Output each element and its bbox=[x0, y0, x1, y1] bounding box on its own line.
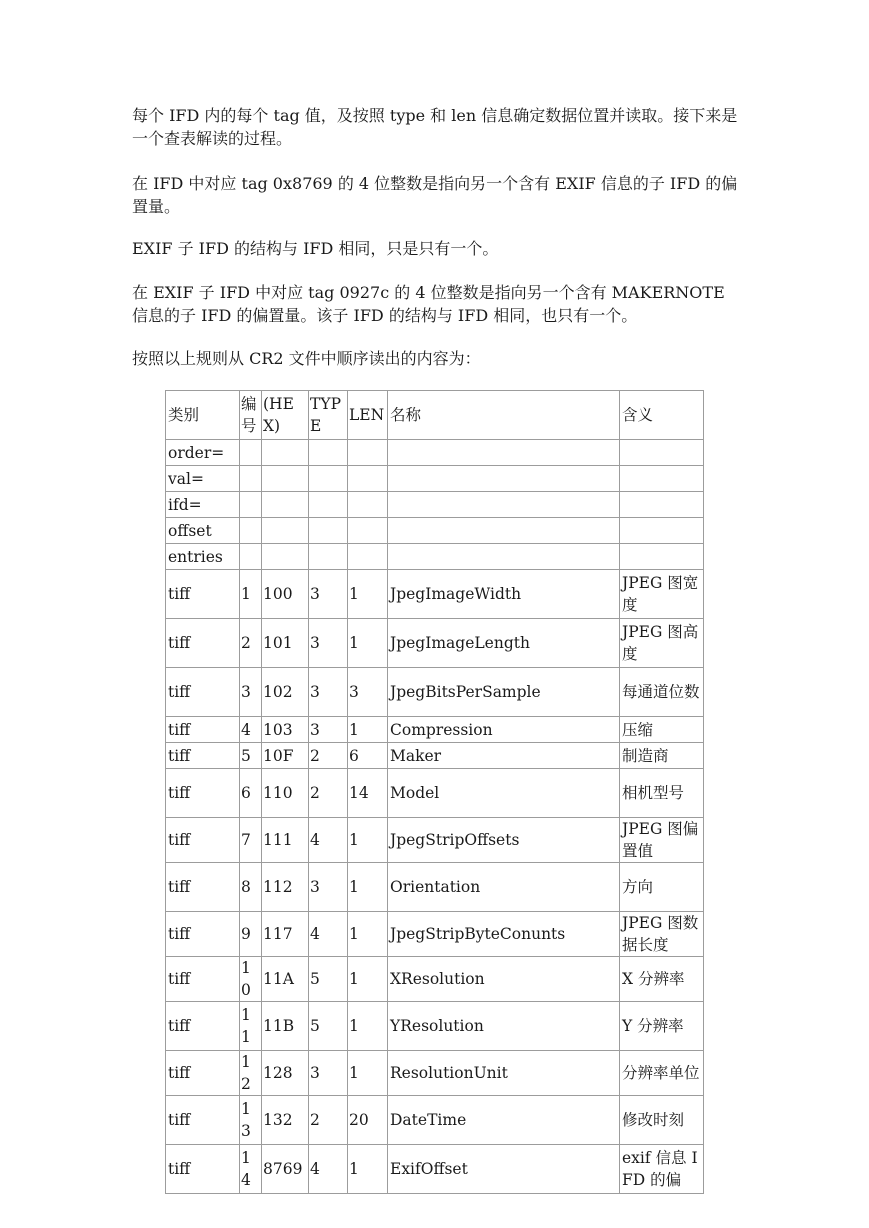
table-cell: 2 bbox=[309, 743, 348, 769]
table-cell bbox=[388, 544, 620, 570]
table-cell: JPEG 图宽度 bbox=[620, 570, 704, 619]
table-cell: 4 bbox=[309, 818, 348, 863]
table-cell: 6 bbox=[348, 743, 388, 769]
table-row bbox=[166, 619, 704, 668]
table-cell: 5 bbox=[240, 743, 262, 769]
header-cell-meaning: 含义 bbox=[620, 391, 704, 440]
table-cell: JpegStripByteConunts bbox=[388, 912, 620, 957]
table-cell: 1 bbox=[348, 863, 388, 912]
table-cell: 修改时刻 bbox=[620, 1096, 704, 1145]
table-cell: tiff bbox=[166, 1002, 240, 1051]
table-cell bbox=[262, 544, 309, 570]
table-cell: 12 bbox=[240, 1051, 262, 1096]
paragraph-ifd-tags: 每个 IFD 内的每个 tag 值，及按照 type 和 len 信息确定数据位置并读取。接下来是一个查表解读的过程。 bbox=[132, 106, 738, 148]
table-cell: 制造商 bbox=[620, 743, 704, 769]
table-row bbox=[166, 818, 704, 863]
table-cell: 方向 bbox=[620, 863, 704, 912]
table-cell: tiff bbox=[166, 863, 240, 912]
table-row bbox=[166, 1051, 704, 1096]
table-cell: 1 bbox=[348, 1051, 388, 1096]
table-cell bbox=[240, 440, 262, 466]
table-cell: JPEG 图高度 bbox=[620, 619, 704, 668]
paragraph-makernote: 在 EXIF 子 IFD 中对应 tag 0927c 的 4 位整数是指向另一个含有 MAKERNOTE 信息的子 IFD 的偏置量。该子 IFD 的结构与 IFD 相同，也只有一个。 bbox=[132, 283, 725, 325]
table-cell: ResolutionUnit bbox=[388, 1051, 620, 1096]
table-cell: order= bbox=[166, 440, 240, 466]
table-cell: 3 bbox=[309, 717, 348, 743]
table-cell bbox=[388, 518, 620, 544]
table-row bbox=[166, 1096, 704, 1145]
table-cell bbox=[262, 440, 309, 466]
header-cell-len: LEN bbox=[348, 391, 388, 440]
table-cell: Orientation bbox=[388, 863, 620, 912]
table-row bbox=[166, 518, 704, 544]
table-cell bbox=[240, 492, 262, 518]
table-cell bbox=[348, 466, 388, 492]
table-cell: 3 bbox=[240, 668, 262, 717]
table-cell: JpegBitsPerSample bbox=[388, 668, 620, 717]
table-cell: Model bbox=[388, 769, 620, 818]
table-cell bbox=[309, 518, 348, 544]
table-cell: 13 bbox=[240, 1096, 262, 1145]
table-cell: JpegImageLength bbox=[388, 619, 620, 668]
table-cell: Maker bbox=[388, 743, 620, 769]
cr2-tag-table bbox=[165, 390, 704, 1194]
paragraph-exif-offset: 在 IFD 中对应 tag 0x8769 的 4 位整数是指向另一个含有 EXIF 信息的子 IFD 的偏置量。 bbox=[132, 174, 738, 216]
table-cell: 5 bbox=[309, 957, 348, 1002]
table-cell: JPEG 图偏置值 bbox=[620, 818, 704, 863]
table-row bbox=[166, 863, 704, 912]
paragraph-exif-structure: EXIF 子 IFD 的结构与 IFD 相同，只是只有一个。 bbox=[132, 239, 499, 258]
table-cell: 101 bbox=[262, 619, 309, 668]
table-cell: 1 bbox=[348, 570, 388, 619]
table-cell: 1 bbox=[348, 1002, 388, 1051]
table-cell: tiff bbox=[166, 1051, 240, 1096]
table-row bbox=[166, 1002, 704, 1051]
table-cell bbox=[348, 544, 388, 570]
table-cell: 3 bbox=[309, 668, 348, 717]
table-cell bbox=[309, 544, 348, 570]
header-cell-category: 类别 bbox=[166, 391, 240, 440]
table-cell: 10 bbox=[240, 957, 262, 1002]
table-row bbox=[166, 544, 704, 570]
table-cell: tiff bbox=[166, 818, 240, 863]
table-cell: JPEG 图数据长度 bbox=[620, 912, 704, 957]
table-cell: 1 bbox=[348, 717, 388, 743]
table-cell bbox=[240, 466, 262, 492]
table-row bbox=[166, 957, 704, 1002]
table-cell: 分辨率单位 bbox=[620, 1051, 704, 1096]
table-cell: 1 bbox=[348, 818, 388, 863]
table-cell: 1 bbox=[348, 1145, 388, 1194]
table-cell: offset bbox=[166, 518, 240, 544]
table-cell: 3 bbox=[348, 668, 388, 717]
table-cell: tiff bbox=[166, 1145, 240, 1194]
table-cell: Y 分辨率 bbox=[620, 1002, 704, 1051]
table-cell: 128 bbox=[262, 1051, 309, 1096]
table-cell bbox=[620, 440, 704, 466]
table-cell: 132 bbox=[262, 1096, 309, 1145]
table-cell: DateTime bbox=[388, 1096, 620, 1145]
header-cell-hex: (HEX) bbox=[262, 391, 309, 440]
table-cell: 2 bbox=[240, 619, 262, 668]
table-cell: 5 bbox=[309, 1002, 348, 1051]
table-cell: XResolution bbox=[388, 957, 620, 1002]
table-cell: 10F bbox=[262, 743, 309, 769]
table-cell: YResolution bbox=[388, 1002, 620, 1051]
table-cell: 4 bbox=[309, 912, 348, 957]
header-cell-number: 编号 bbox=[240, 391, 262, 440]
table-cell bbox=[240, 544, 262, 570]
table-cell: 7 bbox=[240, 818, 262, 863]
table-cell: 110 bbox=[262, 769, 309, 818]
table-row bbox=[166, 743, 704, 769]
table-cell bbox=[240, 518, 262, 544]
table-cell: 1 bbox=[240, 570, 262, 619]
table-cell bbox=[309, 466, 348, 492]
table-row bbox=[166, 466, 704, 492]
table-cell bbox=[348, 518, 388, 544]
table-cell: 2 bbox=[309, 769, 348, 818]
table-cell bbox=[348, 492, 388, 518]
table-cell bbox=[262, 492, 309, 518]
table-row bbox=[166, 668, 704, 717]
table-cell: 3 bbox=[309, 1051, 348, 1096]
table-cell: 112 bbox=[262, 863, 309, 912]
table-row bbox=[166, 1145, 704, 1194]
table-cell: tiff bbox=[166, 1096, 240, 1145]
table-cell: 103 bbox=[262, 717, 309, 743]
table-cell bbox=[309, 440, 348, 466]
table-row bbox=[166, 717, 704, 743]
table-cell: tiff bbox=[166, 957, 240, 1002]
table-cell: ifd= bbox=[166, 492, 240, 518]
table-header-row bbox=[166, 391, 704, 440]
paragraph-read-order: 按照以上规则从 CR2 文件中顺序读出的内容为： bbox=[132, 349, 481, 368]
table-body bbox=[166, 440, 704, 1194]
table-cell: 11 bbox=[240, 1002, 262, 1051]
table-cell: 4 bbox=[309, 1145, 348, 1194]
table-cell: JpegImageWidth bbox=[388, 570, 620, 619]
table-cell bbox=[620, 492, 704, 518]
table-cell: 3 bbox=[309, 570, 348, 619]
table-cell bbox=[388, 492, 620, 518]
table-cell: JpegStripOffsets bbox=[388, 818, 620, 863]
table-cell bbox=[388, 466, 620, 492]
table-cell: Compression bbox=[388, 717, 620, 743]
table-cell: 每通道位数 bbox=[620, 668, 704, 717]
table-cell: 14 bbox=[240, 1145, 262, 1194]
table-cell: 4 bbox=[240, 717, 262, 743]
table-cell: 1 bbox=[348, 957, 388, 1002]
table-cell: 压缩 bbox=[620, 717, 704, 743]
table-cell bbox=[388, 440, 620, 466]
table-cell: val= bbox=[166, 466, 240, 492]
table-cell: 8 bbox=[240, 863, 262, 912]
table-cell: X 分辨率 bbox=[620, 957, 704, 1002]
table-cell: 2 bbox=[309, 1096, 348, 1145]
table-row bbox=[166, 492, 704, 518]
table-cell: 102 bbox=[262, 668, 309, 717]
table-cell: tiff bbox=[166, 769, 240, 818]
table-cell: tiff bbox=[166, 619, 240, 668]
table-cell bbox=[262, 466, 309, 492]
table-cell: 11A bbox=[262, 957, 309, 1002]
table-cell: 111 bbox=[262, 818, 309, 863]
table-row bbox=[166, 769, 704, 818]
table-cell: 100 bbox=[262, 570, 309, 619]
table-cell: 9 bbox=[240, 912, 262, 957]
table-row bbox=[166, 570, 704, 619]
table-cell: 3 bbox=[309, 863, 348, 912]
table-cell: 20 bbox=[348, 1096, 388, 1145]
table-row bbox=[166, 912, 704, 957]
table-cell bbox=[620, 544, 704, 570]
table-cell: 6 bbox=[240, 769, 262, 818]
table-cell: tiff bbox=[166, 668, 240, 717]
table-cell bbox=[262, 518, 309, 544]
table-cell: tiff bbox=[166, 717, 240, 743]
header-cell-type: TYPE bbox=[309, 391, 348, 440]
table-cell: 1 bbox=[348, 619, 388, 668]
table-cell: 14 bbox=[348, 769, 388, 818]
table-cell: 117 bbox=[262, 912, 309, 957]
table-cell: 相机型号 bbox=[620, 769, 704, 818]
table-cell: tiff bbox=[166, 743, 240, 769]
table-cell bbox=[348, 440, 388, 466]
table-cell: 8769 bbox=[262, 1145, 309, 1194]
header-cell-name: 名称 bbox=[388, 391, 620, 440]
table-cell: ExifOffset bbox=[388, 1145, 620, 1194]
table-cell bbox=[620, 466, 704, 492]
table-cell bbox=[620, 518, 704, 544]
table-cell: tiff bbox=[166, 570, 240, 619]
table-cell: 3 bbox=[309, 619, 348, 668]
table-cell: exif 信息 IFD 的偏 bbox=[620, 1145, 704, 1194]
table-cell: 11B bbox=[262, 1002, 309, 1051]
table-row bbox=[166, 440, 704, 466]
table-cell: 1 bbox=[348, 912, 388, 957]
table-cell: tiff bbox=[166, 912, 240, 957]
table-cell bbox=[309, 492, 348, 518]
table-cell: entries bbox=[166, 544, 240, 570]
